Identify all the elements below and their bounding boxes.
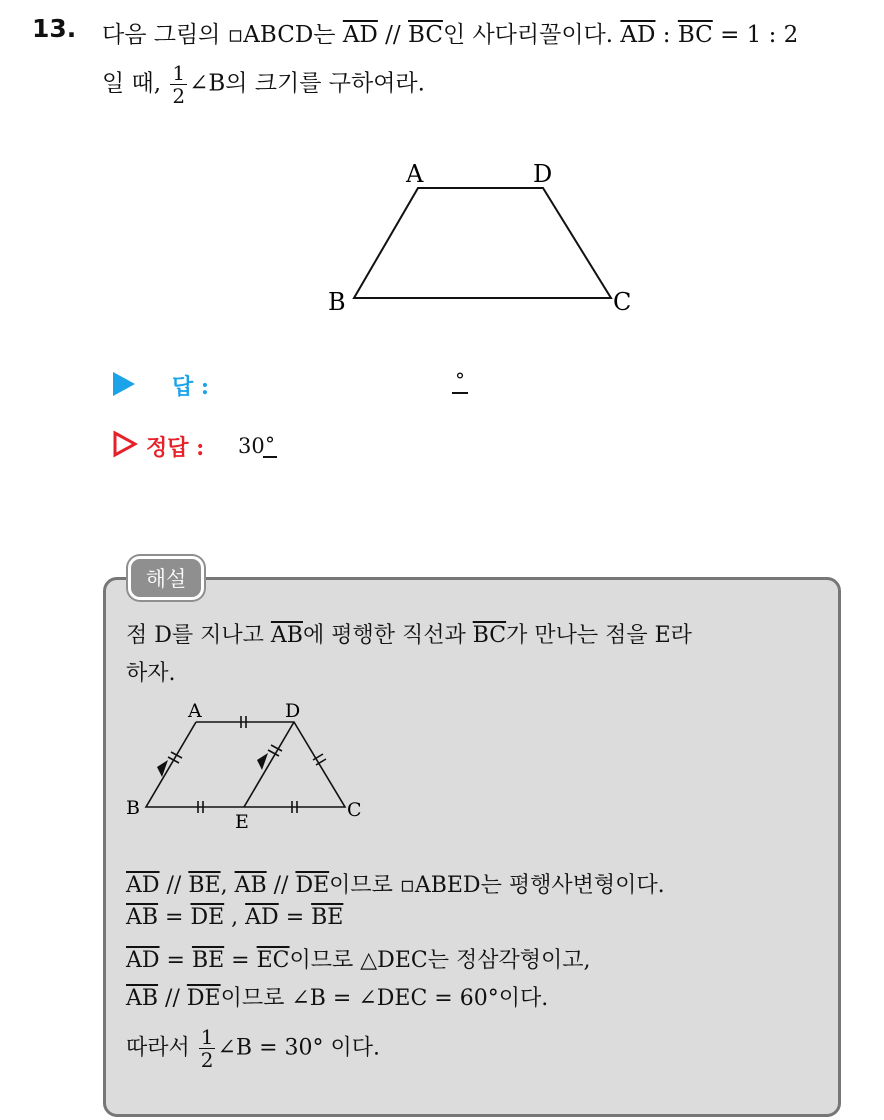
correct-unit: °	[265, 432, 275, 456]
solution-line-4: $\overline{AB} // \overline{DE}$이므로 ∠B = ∠DEC = 60°이다.	[126, 986, 549, 1011]
solution-figure	[118, 695, 378, 835]
answer-input[interactable]: °	[452, 368, 468, 394]
trapezoid-shape	[354, 188, 611, 298]
correct-value: 30	[238, 434, 265, 458]
correct-label: 정답 :	[146, 435, 205, 461]
answer-arrow-icon	[113, 372, 135, 396]
fig-label-b: B	[126, 797, 140, 819]
fig-label-c: C	[347, 799, 362, 821]
answer-label: 답 :	[172, 374, 210, 400]
solution-paragraph-1b: 하자.	[126, 661, 176, 686]
vertex-b-label: B	[328, 288, 346, 316]
vertex-d-label: D	[533, 160, 553, 188]
segment-de	[244, 722, 294, 807]
solution-line-2: $\overline{AB} = \overline{DE}$ , $\overline{AD} = \overline{BE}$	[126, 905, 344, 930]
parallel-arrow-ab	[157, 760, 168, 777]
segment-bc: $\overline{BC}$	[408, 22, 443, 48]
solution-tag: 해설	[128, 556, 204, 600]
question-number: 13.	[32, 14, 77, 43]
question-line-2: 일 때, $\frac{1}{2}$ ∠B의 크기를 구하여라.	[102, 61, 425, 108]
segment-ad: $\overline{AD}$	[342, 22, 378, 48]
fraction-half: $\frac{1}{2}$	[200, 1025, 214, 1072]
solution-line-1: $\overline{AD} // \overline{BE}$, $\overline{AB} // \overline{DE}$이므로 ▫ABED는 평행사변형이다.	[126, 873, 665, 898]
fraction-half: $\frac{1}{2}$	[172, 61, 186, 108]
segment-ad: $\overline{AD}$	[620, 22, 656, 48]
solution-line-3: $\overline{AD} = \overline{BE} = \overline{EC}$이므로 △DEC는 정삼각형이고,	[126, 948, 591, 973]
vertex-a-label: A	[406, 160, 424, 188]
solution-paragraph-1: 점 D를 지나고 $\overline{AB}$에 평행한 직선과 $\overline{BC}$가 만나는 점을 E라	[126, 623, 692, 648]
trapezoid-figure	[320, 150, 650, 320]
vertex-c-label: C	[613, 288, 632, 316]
question-line-1: 다음 그림의 ▫ABCD는 $\overline{AD} // \overline{BC}$인 사다리꼴이다. $\overline{AD}$ : $\overline{BC} = 1$ : 2	[102, 22, 799, 48]
trapezoid-outline	[146, 722, 345, 807]
fig-label-a: A	[188, 700, 202, 722]
segment-bc: $\overline{BC}$	[677, 22, 713, 48]
correct-arrow-icon	[112, 430, 138, 458]
fig-label-e: E	[235, 811, 249, 833]
solution-line-5: 따라서 $\frac{1}{2}$ ∠B = 30° 이다.	[126, 1025, 380, 1072]
fig-label-d: D	[285, 700, 301, 722]
